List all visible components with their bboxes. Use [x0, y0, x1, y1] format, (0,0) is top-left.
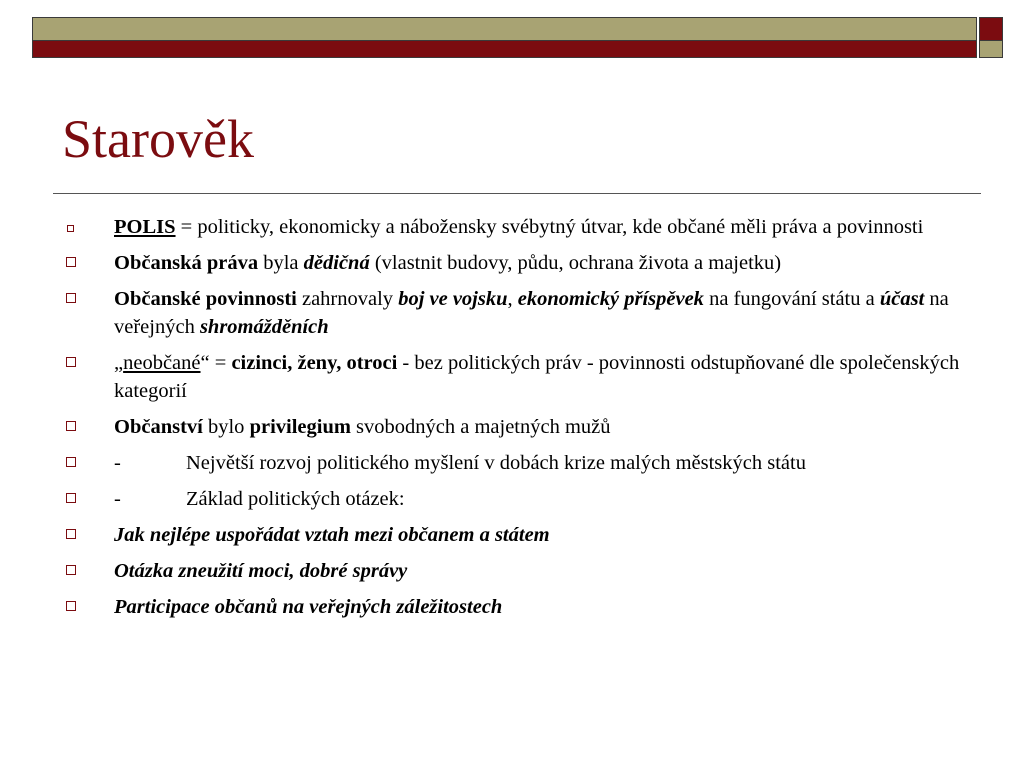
- square-bullet-icon: [66, 293, 76, 303]
- list-item: [62, 449, 974, 477]
- emphasis-text: ekonomický příspěvek: [517, 288, 704, 310]
- title-divider: [53, 193, 981, 194]
- item-text: ,: [507, 288, 518, 310]
- item-text: - bez politických práv - povinnosti odstupňované dle společenských kategorií: [114, 352, 960, 402]
- item-text: “ =: [200, 352, 232, 374]
- header-square-olive: [979, 41, 1003, 58]
- square-bullet-icon: [66, 421, 76, 431]
- term-text: Občanská práva: [114, 252, 259, 274]
- item-text: (vlastnit budovy, půdu, ochrana života a majetku): [369, 252, 782, 274]
- item-text: byla: [258, 252, 304, 274]
- list-item: [62, 593, 974, 621]
- emphasis-text: dědičná: [303, 252, 370, 274]
- item-text: na fungování státu a: [703, 288, 880, 310]
- term-text: privilegium: [249, 416, 351, 438]
- item-text: zahrnovaly: [296, 288, 399, 310]
- emphasis-text: Jak nejlépe uspořádat vztah mezi občanem a státem: [114, 524, 550, 546]
- dash-marker: -: [114, 488, 121, 510]
- item-text: „: [114, 352, 124, 374]
- emphasis-text: účast: [879, 288, 925, 310]
- header-band-red: [32, 41, 977, 58]
- list-item: [62, 485, 974, 513]
- list-item: [62, 285, 974, 341]
- list-item: [62, 557, 974, 585]
- dash-marker: -: [114, 452, 121, 474]
- header-square-red: [979, 17, 1003, 41]
- emphasis-text: Participace občanů na veřejných záležitostech: [114, 596, 503, 618]
- emphasis-text: Otázka zneužití moci, dobré správy: [114, 560, 408, 582]
- item-text: svobodných a majetných mužů: [350, 416, 611, 438]
- square-bullet-icon: [66, 457, 76, 467]
- emphasis-text: boj ve vojsku: [398, 288, 508, 310]
- list-item: [62, 413, 974, 441]
- item-text: = politicky, ekonomicky a nábožensky svébytný útvar, kde občané měli práva a povinnosti: [175, 216, 924, 238]
- square-bullet-icon: [66, 257, 76, 267]
- term-text: Občanské povinnosti: [114, 288, 297, 310]
- emphasis-text: shromážděních: [199, 316, 329, 338]
- item-text: na veřejných: [114, 288, 949, 338]
- list-item: [62, 521, 974, 549]
- underlined-text: neobčané: [123, 352, 201, 374]
- square-bullet-icon: [67, 225, 74, 232]
- square-bullet-icon: [66, 529, 76, 539]
- item-text: bylo: [202, 416, 250, 438]
- square-bullet-icon: [66, 565, 76, 575]
- list-item: [62, 213, 974, 241]
- item-text: Největší rozvoj politického myšlení v dobách krize malých městských státu: [186, 452, 806, 474]
- list-item: [62, 349, 974, 405]
- term-text: Občanství: [114, 416, 203, 438]
- square-bullet-icon: [66, 493, 76, 503]
- term-polis: POLIS: [114, 216, 176, 238]
- square-bullet-icon: [66, 357, 76, 367]
- header-decoration: [0, 0, 1024, 62]
- square-bullet-icon: [66, 601, 76, 611]
- header-band-olive: [32, 17, 977, 41]
- slide-title: Starověk: [62, 109, 254, 169]
- term-text: cizinci, ženy, otroci: [231, 352, 398, 374]
- bullet-list: [62, 213, 974, 629]
- list-item: [62, 249, 974, 277]
- item-text: Základ politických otázek:: [186, 488, 405, 510]
